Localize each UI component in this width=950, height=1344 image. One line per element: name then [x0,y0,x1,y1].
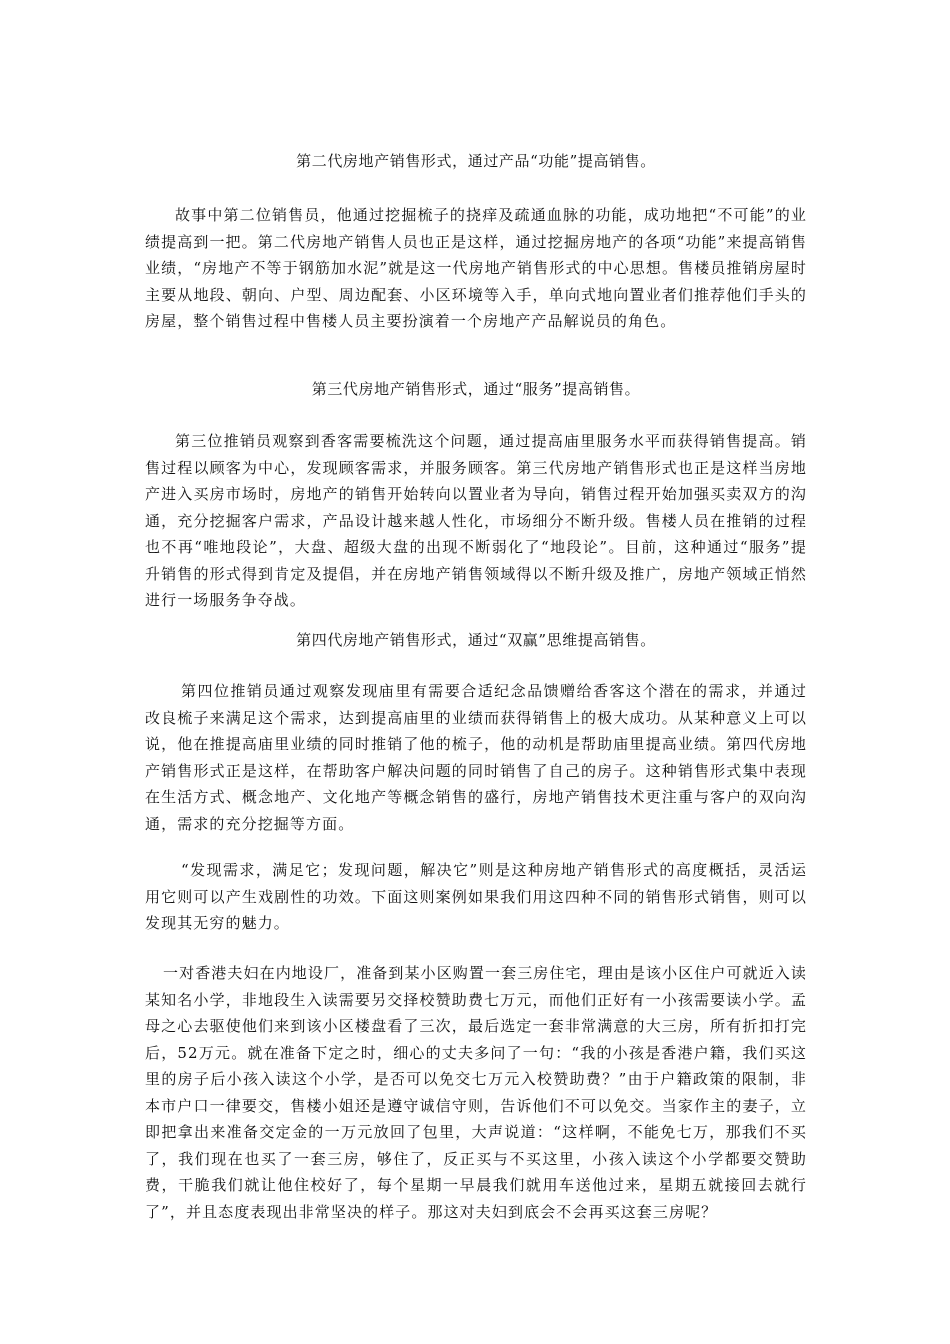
heading-fourth-generation: 第四代房地产销售形式，通过“双赢”思维提高销售。 [296,631,656,649]
paragraph-third-generation: 第三位推销员观察到香客需要梳洗这个问题，通过提高庙里服务水平而获得销售提高。销售过程以顾客为中心，发现顾客需求，并服务顾客。第三代房地产销售形式也正是这样当房地产进入买房市场时，房地产的销售开始转向以置业者为导向，销售过程开始加强买卖双方的沟通，充分挖掘客户需求，产品设计越来越人性化，市场细分不断升级。售楼人员在推销的过程也不再“唯地段论”，大盘、超级大盘的出现不断弱化了“地段论”。目前，这种通过“服务”提升销售的形式得到肯定及提倡，并在房地产销售领域得以不断升级及推广，房地产领域正悄然进行一场服务争夺战。 [145,432,807,609]
heading-third-generation: 第三代房地产销售形式，通过“服务”提高销售。 [311,380,641,398]
heading-second-generation: 第二代房地产销售形式，通过产品“功能”提高销售。 [296,152,656,170]
paragraph-fourth-generation: 第四位推销员通过观察发现庙里有需要合适纪念品馈赠给香客这个潜在的需求，并通过改良梳子来满足这个需求，达到提高庙里的业绩而获得销售上的极大成功。从某种意义上可以说，他在推提高庙里业绩的同时推销了他的梳子，他的动机是帮助庙里提高业绩。第四代房地产销售形式正是这样，在帮助客户解决问题的同时销售了自己的房子。这种销售形式集中表现在生活方式、概念地产、文化地产等概念销售的盛行，房地产销售技术更注重与客户的双向沟通，需求的充分挖掘等方面。 [145,682,807,833]
paragraph-second-generation: 故事中第二位销售员，他通过挖掘梳子的挠痒及疏通血脉的功能，成功地把“不可能”的业绩提高到一把。第二代房地产销售人员也正是这样，通过挖掘房地产的各项“功能”来提高销售业绩，“房地产不等于钢筋加水泥”就是这一代房地产销售形式的中心思想。售楼员推销房屋时主要从地段、朝向、户型、周边配套、小区环境等入手，单向式地向置业者们推荐他们手头的房屋，整个销售过程中售楼人员主要扮演着一个房地产产品解说员的角色。 [145,206,807,330]
paragraph-summary: “发现需求，满足它；发现问题，解决它”则是这种房地产销售形式的高度概括，灵活运用它则可以产生戏剧性的功效。下面这则案例如果我们用这四种不同的销售形式销售，则可以发现其无穷的魅力。 [145,861,807,932]
paragraph-case-study: 一对香港夫妇在内地设厂，准备到某小区购置一套三房住宅，理由是该小区住户可就近入读某知名小学，非地段生入读需要另交择校赞助费七万元，而他们正好有一小孩需要读小学。孟母之心去驱使他们来到该小区楼盘看了三次，最后选定一套非常满意的大三房，所有折扣打完后，52万元。就在准备下定之时，细心的丈夫多问了一句：“我的小孩是香港户籍，我们买这里的房子后小孩入读这个小学，是否可以免交七万元入校赞助费？”由于户籍政策的限制，非本市户口一律要交，售楼小姐还是遵守诚信守则，告诉他们不可以免交。当家作主的妻子，立即把拿出来准备交定金的一万元放回了包里，大声说道：“这样啊，不能免七万，那我们不买了，我们现在也买了一套三房，够住了，反正买与不买这里，小孩入读这个小学都要交赞助费，干脆我们就让他住校好了，每个星期一早晨我们就用车送他过来，星期五就接回去就行了”，并且态度表现出非常坚决的样子。那这对夫妇到底会不会再买这套三房呢？ [145,964,808,1221]
